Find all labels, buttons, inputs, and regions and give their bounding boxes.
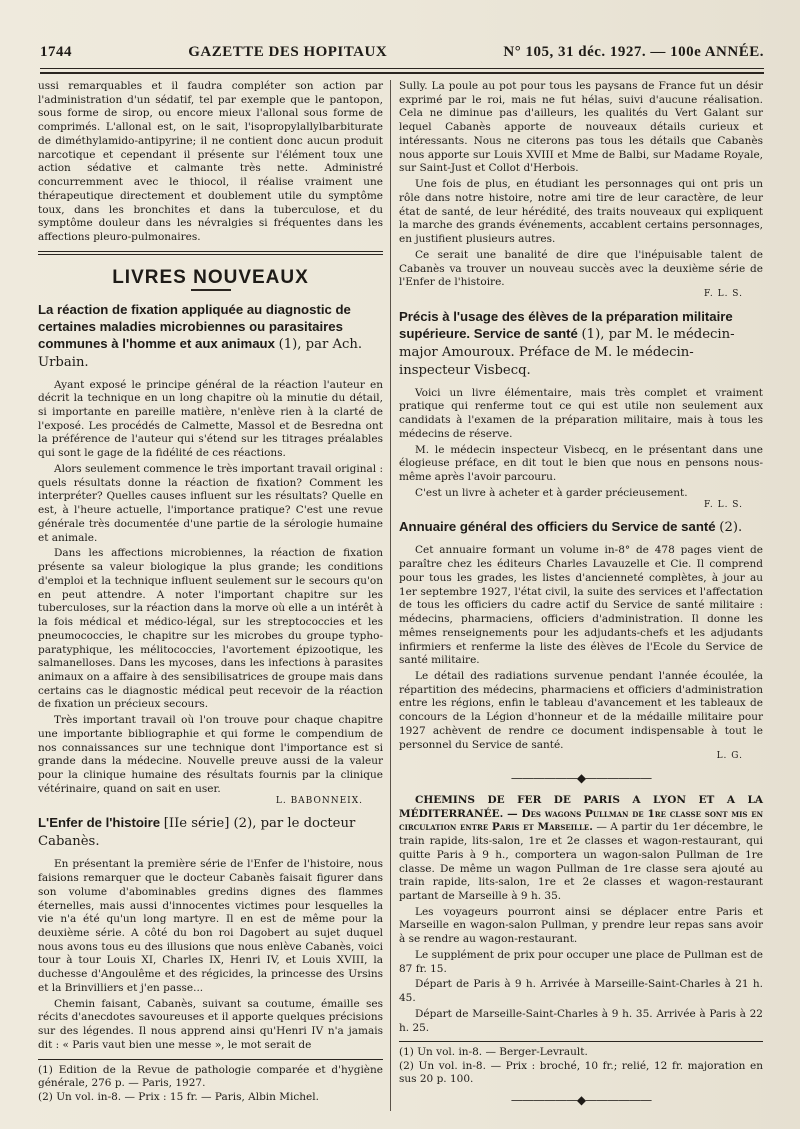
review-paragraph: Dans les affections microbiennes, la réaction de fixation présente sa valeur biologique la plus grande; les conditions d'emploi et la technique influent seulement sur le secours qu'on en peut attendre. A noter l'important chapitre sur les tuberculoses, sur la réaction dans la morve où elle a un intérêt à la fois médical et médico-légal, sur les streptococcies et les pneumococcies, le chapitre sur les microbes du groupe typho-paratyphique, les mélitococcies, l'avortement épizootique, les salmanelloses. Dans les mycoses, dans les infections à parasites animaux on a affaire à des sensibilisatrices de groupe mais dans certains cas le diagnostic médical peut recevoir de la réaction de fixation un précieux secours.	[38, 547, 383, 711]
running-head	[40, 44, 764, 68]
review-paragraph: En présentant la première série de l'Enfer de l'histoire, nous faisions remarquer que le docteur Cabanès faisait figurer dans son volume d'abominables gredins dignes des flammes éternelles, mais aussi d'innocentes victimes pour lesquelles la vie n'a été qu'un long martyre. Il en est de même pour la deuxième série. A côté du bon roi Dagobert au sujet duquel nous avons tous eu des illusions que nous enlève Cabanès, voici tour à tour Louis XI, Charles IX, Henri IV, et Louis XVIII, la duchesse d'Angoulême et des régicides, la princesse des Ursins et la Brinvilliers et j'en passe...	[38, 858, 383, 994]
review-paragraph: Chemin faisant, Cabanès, suivant sa coutume, émaille ses récits d'anecdotes savoureuses et il apporte quelques précisions sur des légendes. Il nous apprend ainsi qu'Henri IV n'a jamais dit : « Paris vaut bien une messe », le mot serait de	[38, 997, 383, 1051]
review-paragraph: Alors seulement commence le très important travail original : quels résultats donne la réaction de fixation? Comment les interpréter? Quelles causes influent sur les résultats? Quelle en est, à l'heure actuelle, l'importance pratique? C'est une revue générale très documentée d'une partie de la sérologie humaine et animale.	[38, 462, 384, 544]
section-title: LIVRES NOUVEAUX	[112, 266, 309, 288]
railway-paragraph: Les voyageurs pourront ainsi se déplacer entre Paris et Marseille en wagon-salon Pullman, y prendre leur repas sans avoir à se rendre au wagon-restaurant.	[399, 905, 763, 946]
review-paragraph: Sully. La poule au pot pour tous les paysans de France fut un désir exprimé par le roi, mais ne fut hélas, suivi d'aucune réalisation. Cela ne diminue pas d'ailleurs, les qualités du Vert Galant sur lequel Cabanès apporte de nouveaux détails curieux et intéressants. Nous ne citerons pas tous les détails que Cabanès nous apporte sur Louis XVIII et Mme de Balbi, sur Madame Royale, sur Saint-Just et Collot d'Herbois.	[399, 80, 763, 175]
footnote: (2) Un vol. in-8. — Prix : broché, 10 fr.; relié, 12 fr. majoration en sus 20 p. 100.	[399, 1060, 763, 1086]
footnote: (1) Un vol. in-8. — Berger-Levrault.	[399, 1046, 588, 1059]
review-signature: L. BABONNEIX.	[275, 795, 363, 806]
review-paragraph: Cet annuaire formant un volume in-8° de 478 pages vient de paraître chez les éditeurs Charles Lavauzelle et Cie. Il comprend pour tous les grades, les listes d'ancienneté complètes, à jour au 1er septembre 1927, l'état civil, la suite des services et l'affectation de tous les officiers du cadre actif du Service de santé militaire : médecins, pharmaciens, officiers d'administration. Il donne les mêmes renseignements pour les adjudants-chefs et les adjudants infirmiers et renferme la liste des élèves de l'Ecole du Service de santé militaire.	[399, 544, 763, 667]
footnotes-right	[399, 1041, 763, 1086]
book-reference: [IIe série] (2), par le docteur Cabanès.	[38, 816, 356, 850]
section-rule	[38, 251, 383, 255]
review-paragraph: Une fois de plus, en étudiant les personnages qui ont pris un rôle dans notre histoire, notre ami tire de leur caractère, de leur état de santé, de leur hérédité, des traits nouveaux qui expliquent la marche des grands événements, accablent certains personnages, en justifient plusieurs autres.	[399, 178, 763, 246]
header-rule	[40, 68, 764, 69]
column-divider	[390, 80, 391, 1111]
right-column	[399, 80, 763, 1113]
issue-info: N° 105, 31 déc. 1927. — 100e ANNÉE.	[503, 44, 764, 60]
footnotes-left	[38, 1059, 383, 1104]
review-signature: F. L. S.	[704, 499, 743, 510]
book-heading-precis	[399, 308, 763, 379]
review-paragraph: Voici un livre élémentaire, mais très complet et vraiment pratique qui renferme tout ce qui est utile non seulement aux candidats à l'examen de la préparation militaire, mais à tous les médecins de réserve.	[399, 386, 763, 440]
book-reference: (1), par M. le médecin-major Amouroux. Préface de M. le médecin-inspecteur Visbecq.	[399, 326, 735, 378]
footnote: (1) Edition de la Revue de pathologie comparée et d'hygiène générale, 276 p. — Paris, 1927.	[38, 1063, 383, 1089]
book-reference: (2).	[719, 520, 743, 536]
review-paragraph: Très important travail où l'on trouve pour chaque chapitre une importante bibliographie et qui forme le compendium de nos connaissances sur une technique dont l'importance est si grande dans la médecine. Nouvelle preuve aussi de la valeur pour la clinique humaine des résultats fournis par la clinique vétérinaire, quand on sait en user.	[38, 714, 383, 795]
book-heading-annuaire	[399, 518, 763, 536]
book-title: La réaction de fixation appliquée au diagnostic de certaines maladies microbiennes ou parasitaires communes à l'homme et aux animaux	[38, 301, 351, 351]
book-heading-fixation	[38, 301, 383, 371]
review-signature: F. L. S.	[704, 289, 743, 300]
railway-paragraph: Départ de Paris à 9 h. Arrivée à Marseille-Saint-Charles à 21 h. 45.	[399, 978, 763, 1005]
book-title: L'Enfer de l'histoire	[38, 815, 161, 831]
intro-paragraph: ussi remarquables et il faudra compléter son action par l'administration d'un sédatif, tel par exemple que le pantopon, sous forme de sirop, ou encore mieux l'allonal sous forme de comprimés. L'allonal est, on le sait, l'isopropylallylbarbiturate de diméthylamido-antipyrine; il ne contient donc aucun produit narcotique et cependant il présente sur l'élément toux une action sédative et calmante très nette. Administré concurremment avec le thiocol, il réalise vraiment une thérapeutique directement et doublement utile du symptôme toux, dans les bronchites et dans la tuberculose, et du symptôme douleur dans les névralgies si fréquentes dans les affections pleuro-pulmonaires.	[38, 80, 383, 244]
header-rule-thick	[40, 72, 764, 74]
left-column	[38, 80, 383, 1113]
page-number: 1744	[40, 44, 72, 60]
ornament-divider: ——————◆——————	[510, 771, 652, 786]
book-title: Précis à l'usage des élèves de la préparation militaire supérieure. Service de santé	[399, 308, 733, 341]
book-heading-enfer	[38, 814, 383, 850]
railway-notice	[399, 794, 763, 904]
railway-paragraph: Le supplément de prix pour occuper une place de Pullman est de 87 fr. 15.	[399, 948, 763, 975]
railway-lead: — A partir du 1er décembre, le train rapide, lits-salon, 1re et 2e classes et wagon-restaurant, qui quitte Paris à 9 h., comportera un wagon-salon Pullman de 1re classe. De même un wagon Pullman de 1re classe sera ajouté au train rapide, lits-salon, 1re et 2e classes et wagon-restaurant partant de Marseille à 9 h. 35.	[399, 821, 763, 902]
journal-title: GAZETTE DES HOPITAUX	[188, 44, 388, 60]
book-reference: (1), par Ach. Urbain.	[38, 336, 363, 370]
footnote: (2) Un vol. in-8. — Prix : 15 fr. — Paris, Albin Michel.	[38, 1090, 319, 1103]
review-paragraph: M. le médecin inspecteur Visbecq, en le présentant dans une élogieuse préface, en dit tout le bien que nous en pensons nous-même après l'avoir parcouru.	[399, 443, 763, 484]
railway-heading: CHEMINS DE FER DE PARIS A LYON ET A LA MÉDITERRANÉE. — Des wagons Pullman de 1re classe sont mis en circulation entre Paris et Marseille.	[399, 793, 763, 834]
review-paragraph: C'est un livre à acheter et à garder précieusement.	[415, 486, 688, 499]
review-signature: L. G.	[716, 751, 743, 762]
railway-paragraph: Départ de Marseille-Saint-Charles à 9 h. 35. Arrivée à Paris à 22 h. 25.	[399, 1007, 763, 1034]
ornament-divider: ——————◆——————	[510, 1093, 652, 1108]
book-title: Annuaire général des officiers du Service de santé	[399, 519, 716, 535]
review-paragraph: Ayant exposé le principe général de la réaction l'auteur en décrit la technique en un long chapitre où la minutie du détail, si importante en pareille matière, n'enlève rien à la clarté de l'exposé. Les procédés de Calmette, Massol et de Besredna ont la préférence de l'auteur qui s'étend sur les titrages préalables qui sont le gage de la fidélité de ces réactions.	[38, 378, 383, 460]
title-dash	[191, 289, 231, 291]
review-paragraph: Ce serait une banalité de dire que l'inépuisable talent de Cabanès va trouver un nouveau succès avec la deuxième série de l'Enfer de l'histoire.	[399, 248, 763, 289]
review-paragraph: Le détail des radiations survenue pendant l'année écoulée, la répartition des médecins, pharmaciens et officiers d'administration entre les régions, enfin le tableau d'avancement et les tableaux de concours de la Légion d'honneur et de la médaille militaire pour 1927 achèvent de rendre ce document indispensable à tout le personnel du Service de santé.	[399, 669, 763, 751]
